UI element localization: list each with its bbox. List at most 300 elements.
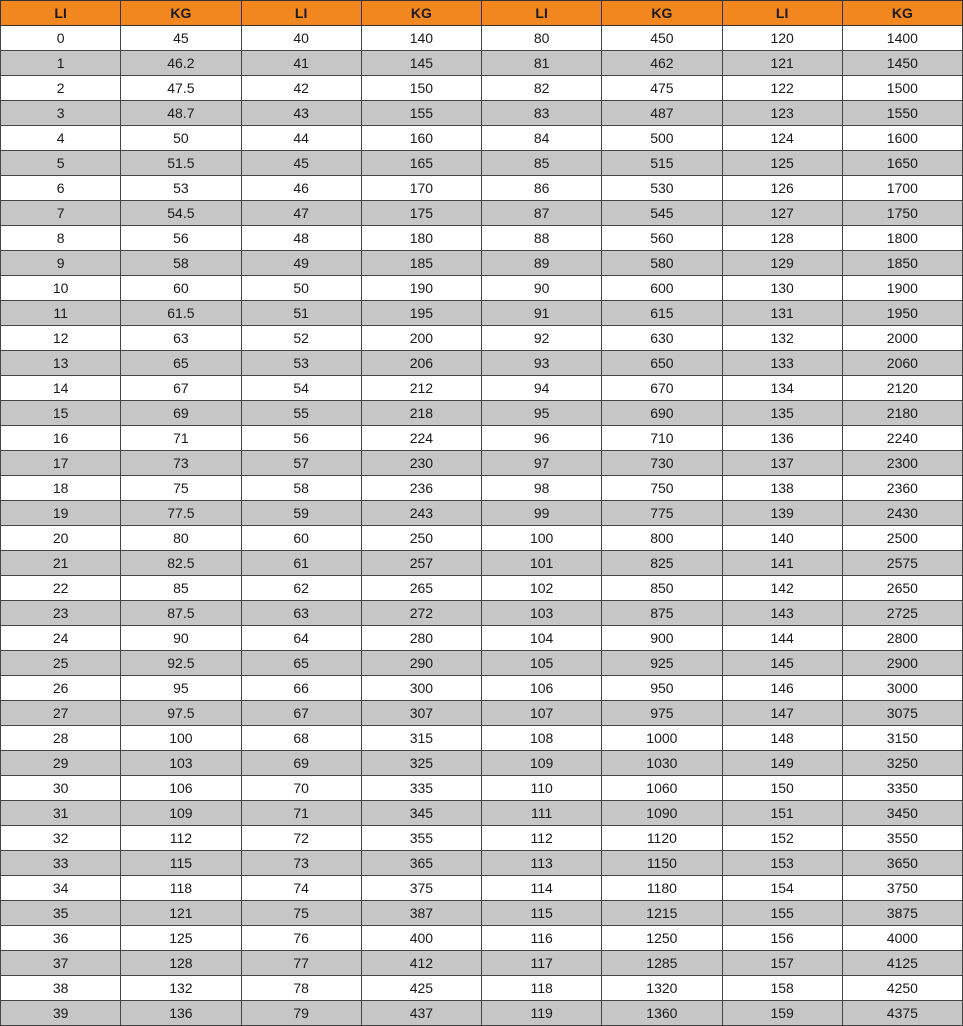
- cell-kg-1: 63: [121, 326, 241, 351]
- cell-kg-2: 345: [361, 801, 481, 826]
- cell-li-2: 58: [241, 476, 361, 501]
- cell-li-4: 159: [722, 1001, 842, 1026]
- cell-li-3: 91: [482, 301, 602, 326]
- cell-kg-1: 77.5: [121, 501, 241, 526]
- cell-li-1: 17: [1, 451, 121, 476]
- cell-kg-3: 560: [602, 226, 722, 251]
- cell-kg-1: 46.2: [121, 51, 241, 76]
- cell-kg-3: 750: [602, 476, 722, 501]
- cell-kg-2: 180: [361, 226, 481, 251]
- cell-kg-3: 630: [602, 326, 722, 351]
- cell-li-4: 133: [722, 351, 842, 376]
- cell-li-4: 152: [722, 826, 842, 851]
- cell-kg-3: 650: [602, 351, 722, 376]
- cell-kg-1: 97.5: [121, 701, 241, 726]
- cell-kg-1: 92.5: [121, 651, 241, 676]
- cell-kg-4: 1900: [842, 276, 962, 301]
- cell-li-1: 27: [1, 701, 121, 726]
- cell-kg-1: 103: [121, 751, 241, 776]
- cell-li-1: 22: [1, 576, 121, 601]
- cell-kg-2: 145: [361, 51, 481, 76]
- cell-kg-4: 3550: [842, 826, 962, 851]
- table-row: [1, 151, 963, 176]
- cell-li-3: 90: [482, 276, 602, 301]
- cell-kg-3: 690: [602, 401, 722, 426]
- cell-li-2: 49: [241, 251, 361, 276]
- cell-li-3: 102: [482, 576, 602, 601]
- header-kg-3: KG: [602, 1, 722, 26]
- cell-kg-4: 2360: [842, 476, 962, 501]
- cell-kg-3: 1250: [602, 926, 722, 951]
- cell-kg-4: 2430: [842, 501, 962, 526]
- cell-kg-2: 355: [361, 826, 481, 851]
- cell-li-4: 130: [722, 276, 842, 301]
- cell-li-2: 63: [241, 601, 361, 626]
- cell-kg-3: 1090: [602, 801, 722, 826]
- cell-li-2: 65: [241, 651, 361, 676]
- cell-li-4: 135: [722, 401, 842, 426]
- cell-kg-4: 2900: [842, 651, 962, 676]
- cell-kg-3: 775: [602, 501, 722, 526]
- cell-li-1: 15: [1, 401, 121, 426]
- cell-kg-3: 925: [602, 651, 722, 676]
- cell-li-2: 56: [241, 426, 361, 451]
- header-kg-4: KG: [842, 1, 962, 26]
- cell-kg-3: 730: [602, 451, 722, 476]
- header-li-3: LI: [482, 1, 602, 26]
- cell-li-4: 131: [722, 301, 842, 326]
- cell-li-2: 59: [241, 501, 361, 526]
- cell-li-1: 13: [1, 351, 121, 376]
- cell-kg-1: 71: [121, 426, 241, 451]
- table-row: [1, 876, 963, 901]
- cell-li-4: 134: [722, 376, 842, 401]
- cell-kg-1: 73: [121, 451, 241, 476]
- cell-li-2: 70: [241, 776, 361, 801]
- cell-li-2: 40: [241, 26, 361, 51]
- cell-kg-4: 1800: [842, 226, 962, 251]
- cell-li-1: 21: [1, 551, 121, 576]
- table-row: [1, 201, 963, 226]
- cell-li-4: 147: [722, 701, 842, 726]
- cell-li-4: 140: [722, 526, 842, 551]
- cell-kg-2: 190: [361, 276, 481, 301]
- cell-kg-1: 50: [121, 126, 241, 151]
- cell-kg-4: 4125: [842, 951, 962, 976]
- header-li-1: LI: [1, 1, 121, 26]
- cell-kg-1: 90: [121, 626, 241, 651]
- cell-li-1: 20: [1, 526, 121, 551]
- cell-kg-1: 136: [121, 1001, 241, 1026]
- cell-kg-2: 170: [361, 176, 481, 201]
- cell-kg-4: 1600: [842, 126, 962, 151]
- cell-kg-4: 2300: [842, 451, 962, 476]
- cell-li-1: 36: [1, 926, 121, 951]
- cell-kg-4: 3750: [842, 876, 962, 901]
- cell-kg-2: 315: [361, 726, 481, 751]
- cell-li-2: 73: [241, 851, 361, 876]
- cell-kg-3: 1320: [602, 976, 722, 1001]
- cell-li-3: 80: [482, 26, 602, 51]
- cell-kg-1: 61.5: [121, 301, 241, 326]
- cell-kg-4: 3250: [842, 751, 962, 776]
- cell-li-4: 122: [722, 76, 842, 101]
- cell-li-4: 151: [722, 801, 842, 826]
- cell-kg-1: 80: [121, 526, 241, 551]
- cell-li-3: 100: [482, 526, 602, 551]
- cell-li-4: 149: [722, 751, 842, 776]
- cell-li-2: 57: [241, 451, 361, 476]
- cell-li-3: 101: [482, 551, 602, 576]
- cell-kg-2: 140: [361, 26, 481, 51]
- cell-li-1: 0: [1, 26, 121, 51]
- cell-kg-2: 165: [361, 151, 481, 176]
- table-row: [1, 951, 963, 976]
- cell-kg-1: 54.5: [121, 201, 241, 226]
- cell-li-2: 50: [241, 276, 361, 301]
- cell-kg-3: 800: [602, 526, 722, 551]
- cell-li-3: 96: [482, 426, 602, 451]
- cell-li-1: 2: [1, 76, 121, 101]
- cell-kg-4: 1400: [842, 26, 962, 51]
- cell-kg-4: 2500: [842, 526, 962, 551]
- cell-li-1: 32: [1, 826, 121, 851]
- cell-kg-1: 51.5: [121, 151, 241, 176]
- cell-li-1: 35: [1, 901, 121, 926]
- cell-kg-2: 150: [361, 76, 481, 101]
- table-row: [1, 526, 963, 551]
- cell-kg-4: 2575: [842, 551, 962, 576]
- cell-kg-2: 265: [361, 576, 481, 601]
- cell-kg-4: 2650: [842, 576, 962, 601]
- cell-kg-1: 115: [121, 851, 241, 876]
- cell-kg-4: 3350: [842, 776, 962, 801]
- cell-kg-2: 200: [361, 326, 481, 351]
- cell-li-2: 68: [241, 726, 361, 751]
- cell-li-3: 114: [482, 876, 602, 901]
- cell-kg-1: 132: [121, 976, 241, 1001]
- cell-kg-3: 500: [602, 126, 722, 151]
- cell-li-1: 29: [1, 751, 121, 776]
- cell-kg-4: 1700: [842, 176, 962, 201]
- table-row: [1, 801, 963, 826]
- table-row: [1, 101, 963, 126]
- cell-li-4: 146: [722, 676, 842, 701]
- cell-kg-1: 67: [121, 376, 241, 401]
- table-row: [1, 476, 963, 501]
- table-row: [1, 626, 963, 651]
- cell-li-3: 119: [482, 1001, 602, 1026]
- cell-kg-2: 272: [361, 601, 481, 626]
- cell-li-2: 43: [241, 101, 361, 126]
- cell-li-3: 107: [482, 701, 602, 726]
- cell-li-2: 79: [241, 1001, 361, 1026]
- cell-li-1: 16: [1, 426, 121, 451]
- cell-kg-2: 300: [361, 676, 481, 701]
- cell-li-4: 158: [722, 976, 842, 1001]
- cell-li-3: 82: [482, 76, 602, 101]
- cell-kg-3: 1030: [602, 751, 722, 776]
- cell-kg-1: 45: [121, 26, 241, 51]
- cell-kg-2: 243: [361, 501, 481, 526]
- cell-kg-4: 2240: [842, 426, 962, 451]
- cell-li-4: 129: [722, 251, 842, 276]
- cell-kg-4: 3000: [842, 676, 962, 701]
- cell-li-4: 137: [722, 451, 842, 476]
- cell-li-2: 46: [241, 176, 361, 201]
- table-row: [1, 701, 963, 726]
- cell-kg-2: 218: [361, 401, 481, 426]
- cell-kg-1: 95: [121, 676, 241, 701]
- cell-kg-2: 280: [361, 626, 481, 651]
- cell-li-1: 37: [1, 951, 121, 976]
- cell-kg-3: 615: [602, 301, 722, 326]
- table-row: [1, 651, 963, 676]
- cell-li-3: 113: [482, 851, 602, 876]
- cell-kg-2: 236: [361, 476, 481, 501]
- cell-kg-3: 1360: [602, 1001, 722, 1026]
- cell-li-3: 94: [482, 376, 602, 401]
- cell-kg-3: 975: [602, 701, 722, 726]
- cell-kg-3: 450: [602, 26, 722, 51]
- cell-kg-4: 1850: [842, 251, 962, 276]
- cell-kg-1: 106: [121, 776, 241, 801]
- cell-kg-3: 545: [602, 201, 722, 226]
- cell-li-2: 78: [241, 976, 361, 1001]
- cell-kg-1: 121: [121, 901, 241, 926]
- cell-kg-3: 1000: [602, 726, 722, 751]
- cell-kg-3: 1120: [602, 826, 722, 851]
- cell-li-4: 125: [722, 151, 842, 176]
- cell-li-4: 124: [722, 126, 842, 151]
- table-row: [1, 76, 963, 101]
- cell-kg-4: 2060: [842, 351, 962, 376]
- table-row: [1, 26, 963, 51]
- cell-kg-4: 3075: [842, 701, 962, 726]
- cell-li-3: 84: [482, 126, 602, 151]
- cell-li-4: 123: [722, 101, 842, 126]
- cell-kg-1: 69: [121, 401, 241, 426]
- cell-kg-1: 75: [121, 476, 241, 501]
- table-row: [1, 601, 963, 626]
- cell-li-1: 26: [1, 676, 121, 701]
- cell-li-3: 104: [482, 626, 602, 651]
- cell-kg-1: 47.5: [121, 76, 241, 101]
- table-row: [1, 551, 963, 576]
- cell-li-3: 105: [482, 651, 602, 676]
- cell-li-2: 55: [241, 401, 361, 426]
- cell-li-1: 31: [1, 801, 121, 826]
- table-body: [1, 26, 963, 1026]
- cell-li-3: 106: [482, 676, 602, 701]
- cell-li-2: 45: [241, 151, 361, 176]
- table-row: [1, 1001, 963, 1026]
- cell-kg-2: 387: [361, 901, 481, 926]
- cell-kg-3: 1180: [602, 876, 722, 901]
- cell-kg-2: 175: [361, 201, 481, 226]
- cell-kg-3: 580: [602, 251, 722, 276]
- cell-kg-4: 3650: [842, 851, 962, 876]
- cell-li-3: 98: [482, 476, 602, 501]
- cell-kg-1: 56: [121, 226, 241, 251]
- table-row: [1, 176, 963, 201]
- cell-li-1: 12: [1, 326, 121, 351]
- cell-kg-4: 4250: [842, 976, 962, 1001]
- cell-li-2: 69: [241, 751, 361, 776]
- cell-li-4: 145: [722, 651, 842, 676]
- cell-li-2: 52: [241, 326, 361, 351]
- cell-li-4: 156: [722, 926, 842, 951]
- cell-kg-4: 1950: [842, 301, 962, 326]
- cell-li-2: 41: [241, 51, 361, 76]
- cell-kg-4: 4000: [842, 926, 962, 951]
- cell-kg-4: 3450: [842, 801, 962, 826]
- cell-kg-1: 65: [121, 351, 241, 376]
- table-row: [1, 926, 963, 951]
- cell-li-2: 53: [241, 351, 361, 376]
- cell-li-1: 14: [1, 376, 121, 401]
- cell-kg-3: 825: [602, 551, 722, 576]
- cell-li-1: 11: [1, 301, 121, 326]
- table-row: [1, 751, 963, 776]
- cell-li-3: 103: [482, 601, 602, 626]
- cell-kg-3: 950: [602, 676, 722, 701]
- table-row: [1, 501, 963, 526]
- cell-kg-2: 212: [361, 376, 481, 401]
- table-row: [1, 351, 963, 376]
- cell-kg-4: 1750: [842, 201, 962, 226]
- cell-kg-2: 195: [361, 301, 481, 326]
- table-row: [1, 226, 963, 251]
- cell-li-3: 112: [482, 826, 602, 851]
- table-row: [1, 301, 963, 326]
- header-li-4: LI: [722, 1, 842, 26]
- table-row: [1, 676, 963, 701]
- cell-kg-1: 112: [121, 826, 241, 851]
- cell-kg-2: 307: [361, 701, 481, 726]
- table-row: [1, 426, 963, 451]
- cell-li-4: 155: [722, 901, 842, 926]
- cell-kg-3: 1285: [602, 951, 722, 976]
- cell-li-3: 85: [482, 151, 602, 176]
- table-row: [1, 451, 963, 476]
- cell-li-3: 97: [482, 451, 602, 476]
- table-row: [1, 276, 963, 301]
- cell-kg-2: 230: [361, 451, 481, 476]
- cell-kg-1: 109: [121, 801, 241, 826]
- cell-kg-2: 400: [361, 926, 481, 951]
- cell-li-1: 3: [1, 101, 121, 126]
- table-row: [1, 976, 963, 1001]
- cell-li-4: 157: [722, 951, 842, 976]
- cell-kg-2: 425: [361, 976, 481, 1001]
- cell-li-4: 143: [722, 601, 842, 626]
- cell-li-2: 77: [241, 951, 361, 976]
- cell-kg-1: 128: [121, 951, 241, 976]
- header-li-2: LI: [241, 1, 361, 26]
- cell-li-2: 72: [241, 826, 361, 851]
- cell-kg-1: 118: [121, 876, 241, 901]
- table-row: [1, 826, 963, 851]
- cell-li-1: 34: [1, 876, 121, 901]
- cell-li-1: 24: [1, 626, 121, 651]
- cell-li-4: 120: [722, 26, 842, 51]
- cell-li-3: 118: [482, 976, 602, 1001]
- cell-li-2: 64: [241, 626, 361, 651]
- cell-li-2: 67: [241, 701, 361, 726]
- cell-li-3: 88: [482, 226, 602, 251]
- cell-li-4: 132: [722, 326, 842, 351]
- table-row: [1, 51, 963, 76]
- table-row: [1, 901, 963, 926]
- cell-kg-2: 375: [361, 876, 481, 901]
- cell-li-4: 142: [722, 576, 842, 601]
- cell-kg-2: 290: [361, 651, 481, 676]
- cell-kg-1: 87.5: [121, 601, 241, 626]
- cell-li-3: 92: [482, 326, 602, 351]
- cell-li-4: 148: [722, 726, 842, 751]
- cell-li-1: 7: [1, 201, 121, 226]
- cell-kg-3: 515: [602, 151, 722, 176]
- cell-li-3: 116: [482, 926, 602, 951]
- cell-li-3: 115: [482, 901, 602, 926]
- cell-li-1: 30: [1, 776, 121, 801]
- cell-kg-2: 437: [361, 1001, 481, 1026]
- cell-kg-4: 1500: [842, 76, 962, 101]
- cell-li-1: 38: [1, 976, 121, 1001]
- cell-kg-2: 335: [361, 776, 481, 801]
- cell-kg-4: 3875: [842, 901, 962, 926]
- cell-kg-3: 900: [602, 626, 722, 651]
- cell-kg-2: 257: [361, 551, 481, 576]
- cell-kg-3: 670: [602, 376, 722, 401]
- table-row: [1, 126, 963, 151]
- cell-li-1: 9: [1, 251, 121, 276]
- cell-li-3: 93: [482, 351, 602, 376]
- cell-li-4: 126: [722, 176, 842, 201]
- cell-kg-2: 365: [361, 851, 481, 876]
- table-row: [1, 251, 963, 276]
- cell-li-4: 136: [722, 426, 842, 451]
- cell-kg-3: 875: [602, 601, 722, 626]
- cell-li-3: 110: [482, 776, 602, 801]
- cell-li-1: 8: [1, 226, 121, 251]
- cell-li-4: 144: [722, 626, 842, 651]
- cell-li-2: 76: [241, 926, 361, 951]
- cell-kg-1: 48.7: [121, 101, 241, 126]
- cell-kg-3: 475: [602, 76, 722, 101]
- cell-kg-4: 1550: [842, 101, 962, 126]
- cell-li-1: 5: [1, 151, 121, 176]
- cell-li-4: 121: [722, 51, 842, 76]
- cell-li-3: 81: [482, 51, 602, 76]
- cell-li-2: 60: [241, 526, 361, 551]
- cell-li-1: 1: [1, 51, 121, 76]
- cell-kg-3: 487: [602, 101, 722, 126]
- cell-kg-3: 710: [602, 426, 722, 451]
- cell-li-1: 18: [1, 476, 121, 501]
- cell-kg-1: 60: [121, 276, 241, 301]
- cell-kg-3: 600: [602, 276, 722, 301]
- header-kg-2: KG: [361, 1, 481, 26]
- table-row: [1, 376, 963, 401]
- cell-kg-2: 206: [361, 351, 481, 376]
- cell-kg-2: 155: [361, 101, 481, 126]
- cell-li-1: 23: [1, 601, 121, 626]
- cell-li-2: 66: [241, 676, 361, 701]
- cell-kg-1: 58: [121, 251, 241, 276]
- cell-li-2: 61: [241, 551, 361, 576]
